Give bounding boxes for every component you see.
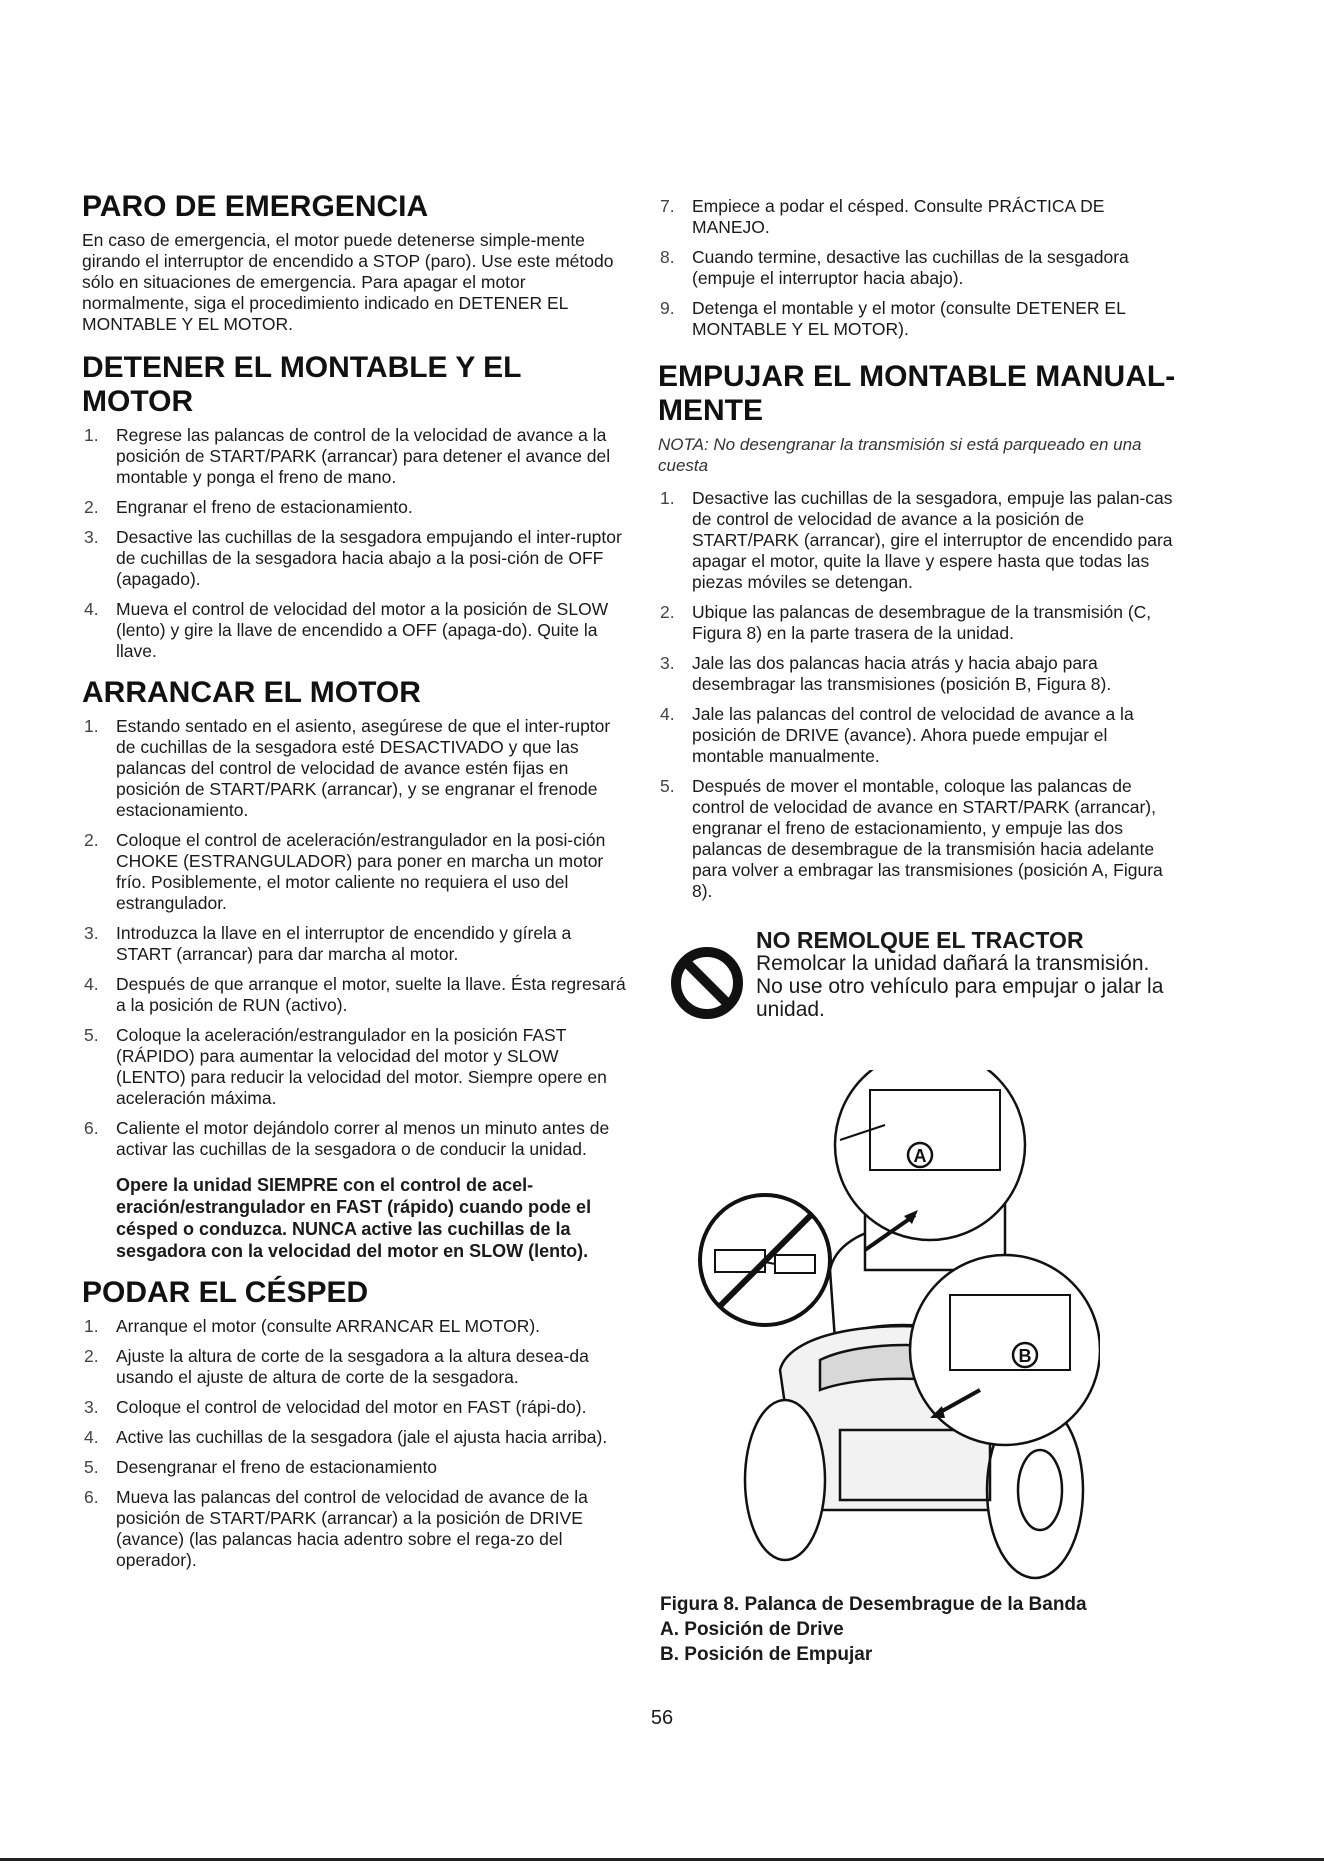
list-text: Detenga el montable y el motor (consulte DETENER EL MONTABLE Y EL MOTOR). xyxy=(692,298,1126,339)
list-text: Caliente el motor dejándolo correr al menos un minuto antes de activar las cuchillas de la sesgadora o de conducir la unidad. xyxy=(116,1118,610,1159)
list-item xyxy=(82,1346,630,1388)
list-item xyxy=(658,776,1182,902)
list-text: Arranque el motor (consulte ARRANCAR EL MOTOR). xyxy=(116,1316,541,1336)
list-text: Engranar el freno de estacionamiento. xyxy=(116,497,413,517)
list-item xyxy=(82,497,630,518)
italic-note: NOTA: No desengranar la transmisión si está parqueado en una cuesta xyxy=(658,435,1142,475)
list-number: 1. xyxy=(84,1316,99,1336)
list-text: Mueva el control de velocidad del motor a la posición de SLOW (lento) y gire la llave de encendido a OFF (apaga-do). Quite la llave. xyxy=(116,599,609,661)
list-number: 2. xyxy=(84,830,99,850)
caption-a: A. Posición de Drive xyxy=(660,1619,844,1640)
list-text: Desactive las cuchillas de la sesgadora, empuje las palan-cas de control de velocidad de avance a la posición de START/PARK (arrancar), gire el interruptor de encendido para apagar el motor, quite la llave y espere hasta que todas las piezas móviles se detengan. xyxy=(692,488,1173,592)
list-item xyxy=(658,704,1182,767)
label-a: A xyxy=(913,1146,927,1166)
list-item xyxy=(82,830,630,914)
caption-b: B. Posición de Empujar xyxy=(660,1644,873,1665)
heading-empujar-line2: MENTE xyxy=(658,394,763,427)
list-number: 1. xyxy=(84,716,99,736)
list-item xyxy=(82,716,630,821)
list-number: 5. xyxy=(84,1457,99,1477)
list-text: Desactive las cuchillas de la sesgadora empujando el inter-ruptor de cuchillas de la sesgadora hacia abajo a la posi-ción de OFF (apagado). xyxy=(116,527,622,589)
list-number: 7. xyxy=(660,196,675,216)
list-empujar xyxy=(658,488,1182,902)
list-item xyxy=(82,1118,630,1160)
list-number: 8. xyxy=(660,247,675,267)
list-number: 4. xyxy=(84,1427,99,1447)
list-text: Jale las dos palancas hacia atrás y hacia abajo para desembragar las transmisiones (posición B, Figura 8). xyxy=(692,653,1112,694)
left-column xyxy=(82,190,630,1585)
bold-warning-note: Opere la unidad SIEMPRE con el control de acel-eración/estrangulador en FAST (rápido) cuando pode el césped o conduzca. NUNCA active las cuchillas de la sesgadora con la velocidad del motor en SLOW (lento). xyxy=(116,1175,592,1261)
list-number: 2. xyxy=(84,497,99,517)
warning-line: unidad. xyxy=(756,998,825,1021)
list-item xyxy=(82,1427,630,1448)
list-text: Regrese las palancas de control de la velocidad de avance a la posición de START/PARK (arrancar) para detener el avance del montable y ponga el freno de mano. xyxy=(116,425,611,487)
list-item xyxy=(82,1316,630,1337)
list-number: 3. xyxy=(84,1397,99,1417)
list-item xyxy=(658,247,1182,289)
figure-caption xyxy=(660,1592,1180,1667)
warning-line: Remolcar la unidad dañará la transmisión. xyxy=(756,952,1150,975)
list-number: 2. xyxy=(660,602,675,622)
list-item xyxy=(82,527,630,590)
page-number: 56 xyxy=(650,1707,674,1729)
warning-title: NO REMOLQUE EL TRACTOR xyxy=(756,927,1084,953)
list-item xyxy=(82,1487,630,1571)
list-text: Después de que arranque el motor, suelte la llave. Ésta regresará a la posición de RUN (activo). xyxy=(116,974,626,1015)
list-text: Ubique las palancas de desembrague de la transmisión (C, Figura 8) en la parte trasera de la unidad. xyxy=(692,602,1152,643)
list-number: 6. xyxy=(84,1118,99,1138)
list-text: Ajuste la altura de corte de la sesgadora a la altura desea-da usando el ajuste de altura de corte de la sesgadora. xyxy=(116,1346,589,1387)
caption-title: Figura 8. Palanca de Desembrague de la Banda xyxy=(660,1594,1087,1615)
heading-empujar-montable xyxy=(658,360,1182,428)
list-item xyxy=(82,1457,630,1478)
warning-block xyxy=(658,928,1182,1028)
list-item xyxy=(658,196,1182,238)
list-podar xyxy=(82,1316,630,1571)
list-number: 5. xyxy=(660,776,675,796)
list-arrancar xyxy=(82,716,630,1160)
list-number: 1. xyxy=(660,488,675,508)
list-text: Mueva las palancas del control de velocidad de avance de la posición de START/PARK (arrancar) a la posición de DRIVE (avance) (las palancas hacia adentro sobre el rega-zo del operador). xyxy=(116,1487,588,1570)
prohibition-icon xyxy=(670,946,744,1020)
figure-8-illustration xyxy=(690,1070,1100,1590)
list-number: 1. xyxy=(84,425,99,445)
list-number: 3. xyxy=(660,653,675,673)
no-tow-icon xyxy=(700,1195,830,1325)
list-number: 4. xyxy=(660,704,675,724)
heading-podar-cesped: PODAR EL CÉSPED xyxy=(82,1276,369,1309)
list-number: 6. xyxy=(84,1487,99,1507)
detail-circle-b xyxy=(910,1255,1100,1445)
list-item xyxy=(658,298,1182,340)
heading-arrancar-motor: ARRANCAR EL MOTOR xyxy=(82,676,421,709)
list-item xyxy=(658,488,1182,593)
list-detener xyxy=(82,425,630,662)
heading-detener-montable xyxy=(82,351,630,419)
heading-detener-line1: DETENER EL MONTABLE Y EL xyxy=(82,351,522,384)
list-text: Jale las palancas del control de velocidad de avance a la posición de DRIVE (avance). Ahora puede empujar el montable manualmente. xyxy=(692,704,1134,766)
list-number: 9. xyxy=(660,298,675,318)
label-b: B xyxy=(1018,1346,1032,1366)
list-text: Después de mover el montable, coloque las palancas de control de velocidad de avance en START/PARK (arrancar), engranar el freno de estacionamiento, y empuje las dos palancas de desembrague de la transmisión hacia adelante para volver a embragar las transmisiones (posición A, Figura 8). xyxy=(692,776,1163,901)
heading-empujar-line1: EMPUJAR EL MONTABLE MANUAL- xyxy=(658,360,1176,393)
list-item xyxy=(82,1397,630,1418)
list-text: Coloque la aceleración/estrangulador en la posición FAST (RÁPIDO) para aumentar la velocidad del motor y SLOW (LENTO) para reducir la velocidad del motor. Siempre opere en aceleración máxima. xyxy=(116,1025,607,1108)
list-podar-continued xyxy=(658,196,1182,340)
list-text: Coloque el control de velocidad del motor en FAST (rápi-do). xyxy=(116,1397,587,1417)
list-item xyxy=(82,923,630,965)
list-text: Estando sentado en el asiento, asegúrese de que el inter-ruptor de cuchillas de la sesgadora esté DESACTIVADO y que las palancas del control de velocidad de avance estén fijas en posición de START/PARK (arrancar), y se engranar el frenode estacionamiento. xyxy=(116,716,611,820)
list-number: 4. xyxy=(84,974,99,994)
list-item xyxy=(82,425,630,488)
bottom-rule xyxy=(0,1858,1324,1861)
list-text: Coloque el control de aceleración/estrangulador en la posi-ción CHOKE (ESTRANGULADOR) para poner en marcha un motor frío. Posiblemente, el motor caliente no requiera el uso del estrangulador. xyxy=(116,830,606,913)
list-number: 3. xyxy=(84,923,99,943)
paragraph-paro: En caso de emergencia, el motor puede detenerse simple-mente girando el interruptor de encendido a STOP (paro). Use este método sólo en situaciones de emergencia. Para apagar el motor normalmente, siga el procedimiento indicado en DETENER EL MONTABLE Y EL MOTOR. xyxy=(82,230,614,334)
list-text: Active las cuchillas de la sesgadora (jale el ajusta hacia arriba). xyxy=(116,1427,608,1447)
left-wheel xyxy=(745,1400,825,1560)
heading-paro-de-emergencia: PARO DE EMERGENCIA xyxy=(82,190,429,223)
list-item xyxy=(82,599,630,662)
list-text: Desengranar el freno de estacionamiento xyxy=(116,1457,438,1477)
list-item xyxy=(82,974,630,1016)
list-item xyxy=(658,602,1182,644)
list-text: Introduzca la llave en el interruptor de encendido y gírela a START (arrancar) para dar marcha al motor. xyxy=(116,923,572,964)
list-number: 3. xyxy=(84,527,99,547)
list-item xyxy=(82,1025,630,1109)
list-item xyxy=(658,653,1182,695)
warning-line: No use otro vehículo para empujar o jalar la xyxy=(756,975,1164,998)
warning-text xyxy=(756,928,1176,1021)
heading-detener-line2: MOTOR xyxy=(82,385,194,418)
list-number: 2. xyxy=(84,1346,99,1366)
list-text: Cuando termine, desactive las cuchillas de la sesgadora (empuje el interruptor hacia abajo). xyxy=(692,247,1129,288)
right-column xyxy=(658,196,1182,1028)
list-text: Empiece a podar el césped. Consulte PRÁCTICA DE MANEJO. xyxy=(692,196,1105,237)
list-number: 5. xyxy=(84,1025,99,1045)
list-number: 4. xyxy=(84,599,99,619)
